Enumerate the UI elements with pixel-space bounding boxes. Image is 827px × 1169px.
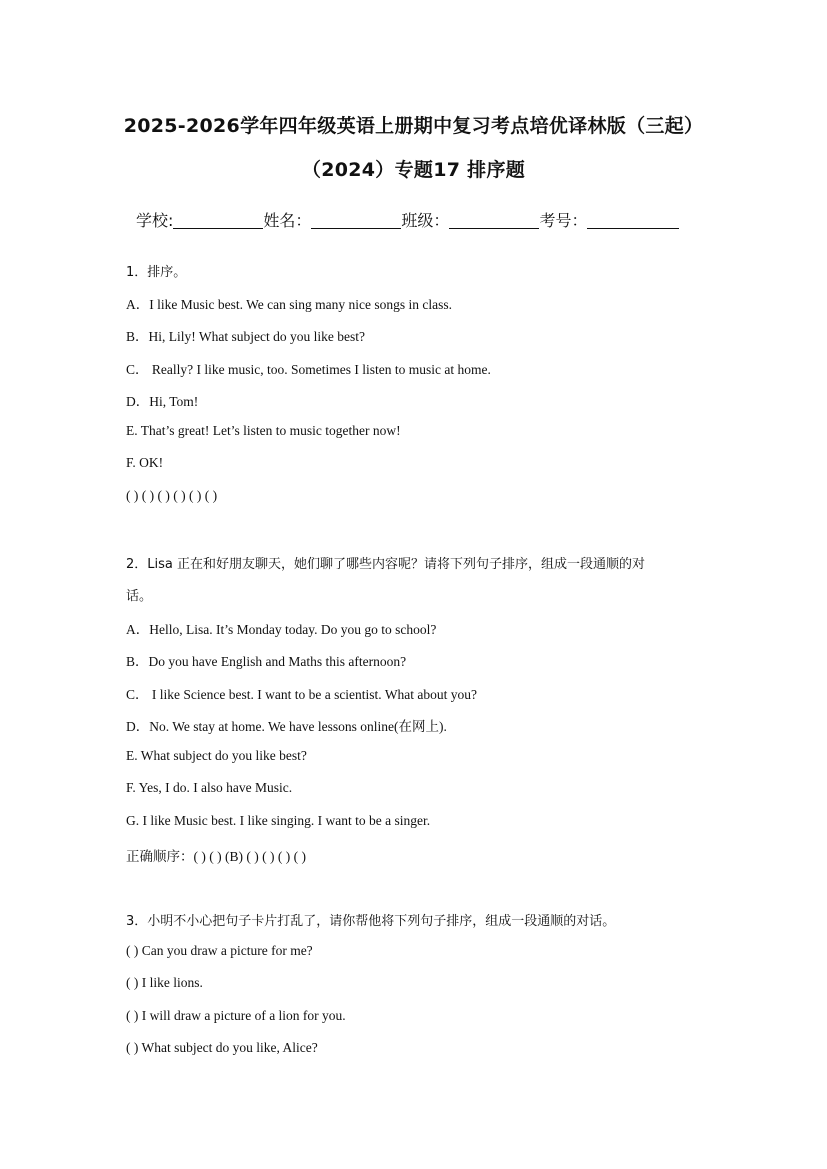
- title-line-1: 2025-2026学年四年级英语上册期中复习考点培优译林版（三起）: [123, 115, 704, 137]
- q1-option-d: D．Hi, Tom!: [126, 394, 199, 409]
- q2-option-c: C． I like Science best. I want to be a scientist. What about you?: [126, 687, 478, 702]
- q2-answer-line[interactable]: 正确顺序：( ) ( ) (B) ( ) ( ) ( ) ( ): [126, 849, 306, 864]
- school-label: 学校:: [136, 211, 174, 230]
- class-blank[interactable]: [449, 212, 539, 229]
- q1-option-a: A．I like Music best. We can sing many nice songs in class.: [126, 297, 452, 312]
- q2-option-g: G. I like Music best. I like singing. I want to be a singer.: [126, 813, 431, 828]
- q2-stem-line-2: 话。: [126, 589, 153, 604]
- q2-option-f: F. Yes, I do. I also have Music.: [126, 780, 293, 795]
- q2-stem-line-1: 2．Lisa 正在和好朋友聊天，她们聊了哪些内容呢？请将下列句子排序，组成一段通顺的对: [126, 557, 645, 572]
- q2-option-b: B．Do you have English and Maths this afternoon?: [126, 654, 407, 669]
- q3-item-4[interactable]: ( ) What subject do you like, Alice?: [126, 1040, 318, 1055]
- number-label: 考号：: [539, 211, 588, 230]
- q2-option-e: E. What subject do you like best?: [126, 748, 307, 763]
- q1-stem: 1．排序。: [126, 265, 187, 280]
- q3-stem: 3．小明不小心把句子卡片打乱了，请你帮他将下列句子排序，组成一段通顺的对话。: [126, 914, 616, 929]
- q2-option-a: A．Hello, Lisa. It’s Monday today. Do you go to school?: [126, 622, 437, 637]
- q1-option-c: C． Really? I like music, too. Sometimes I listen to music at home.: [126, 362, 491, 377]
- title-line-2: （2024）专题17 排序题: [301, 159, 526, 181]
- class-label: 班级：: [401, 211, 450, 230]
- school-blank[interactable]: [173, 212, 263, 229]
- name-blank[interactable]: [311, 212, 401, 229]
- q3-item-1[interactable]: ( ) Can you draw a picture for me?: [126, 943, 313, 958]
- q3-item-3[interactable]: ( ) I will draw a picture of a lion for you.: [126, 1008, 346, 1023]
- q1-answer-line[interactable]: ( ) ( ) ( ) ( ) ( ) ( ): [126, 488, 218, 503]
- student-info-row: [136, 208, 679, 231]
- number-blank[interactable]: [587, 212, 679, 229]
- q3-item-2[interactable]: ( ) I like lions.: [126, 975, 203, 990]
- q1-option-e: E. That’s great! Let’s listen to music together now!: [126, 423, 401, 438]
- name-label: 姓名：: [263, 211, 312, 230]
- q2-option-d: D．No. We stay at home. We have lessons online(在网上).: [126, 719, 447, 734]
- q1-option-b: B．Hi, Lily! What subject do you like best?: [126, 329, 365, 344]
- q1-option-f: F. OK!: [126, 455, 164, 470]
